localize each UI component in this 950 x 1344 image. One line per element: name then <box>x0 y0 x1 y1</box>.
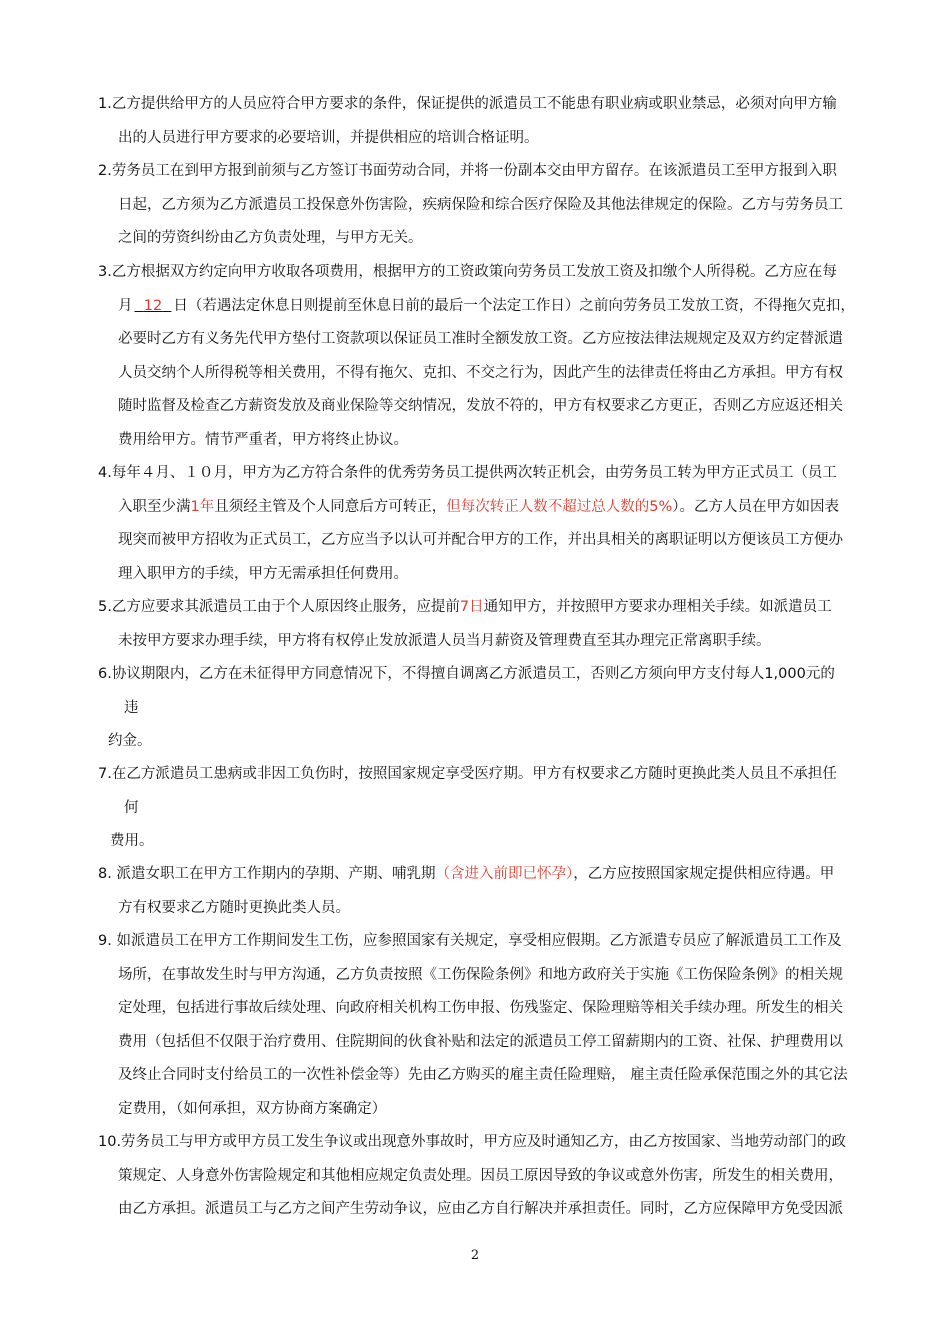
highlight-text: 1年 <box>190 498 215 515</box>
clause-line: 日起，乙方须为乙方派遣员工投保意外伤害险，疾病保险和综合医疗保险及其他法律规定的保险。乙方与劳务员工 <box>118 196 843 213</box>
clause-line: 由乙方承担。派遣员工与乙方之间产生劳动争议，应由乙方自行解决并承担责任。同时，乙方应保障甲方免受因派 <box>118 1201 843 1217</box>
clause-10 <box>98 1126 888 1227</box>
clause-line <box>98 290 888 324</box>
clause-line <box>98 491 888 525</box>
pay-day-value: 12 <box>143 297 163 314</box>
clause-line: 3.乙方根据双方约定向甲方收取各项费用，根据甲方的工资政策向劳务员工发放工资及扣缴个人所得税。乙方应在每 <box>98 264 837 280</box>
clause-line: 7.在乙方派遣员工患病或非因工负伤时，按照国家规定享受医疗期。甲方有权要求乙方随时更换此类人员且不承担任 <box>98 766 837 782</box>
clause-line: 理入职甲方的手续，甲方无需承担任何费用。 <box>118 565 408 582</box>
clause-line: 场所，在事故发生时与甲方沟通，乙方负责按照《工伤保险条例》和地方政府关于实施《工伤保险条例》的相关规 <box>118 966 843 983</box>
clause-9 <box>98 925 888 1126</box>
pay-day-underline <box>133 298 174 314</box>
clause-text: 月 <box>118 297 133 314</box>
clause-2 <box>98 155 888 256</box>
clause-line: 及终止合同时支付给员工的一次性补偿金等）先由乙方购买的雇主责任险理赔， 雇主责任险承保范围之外的其它法 <box>118 1067 848 1083</box>
clause-8 <box>98 858 888 925</box>
highlight-text: 但每次转正人数不超过总人数的5% <box>446 498 673 515</box>
clause-line: 之间的劳资纠纷由乙方负责处理，与甲方无关。 <box>118 230 423 246</box>
clause-line: 出的人员进行甲方要求的必要培训，并提供相应的培训合格证明。 <box>118 129 539 146</box>
clause-line: 约金。 <box>108 733 152 749</box>
clause-6 <box>98 658 888 759</box>
clause-line: 6.协议期限内，乙方在未征得甲方同意情况下，不得擅自调离乙方派遣员工，否则乙方须向甲方支付每人1,000元的 <box>98 666 835 682</box>
clause-line: 费用（包括但不仅限于治疗费用、住院期间的伙食补贴和法定的派遣员工停工留薪期内的工资、社保、护理费用以 <box>118 1033 843 1050</box>
clause-line: 定费用，（如何承担，双方协商方案确定） <box>118 1100 387 1117</box>
highlight-text: （含进入前即已怀孕） <box>435 866 574 882</box>
clause-line: 现突而被甲方招收为正式员工，乙方应当予以认可并配合甲方的工作，并出具相关的离职证明以方便该员工方便办 <box>118 532 843 548</box>
clause-text: ）。乙方人员在甲方如因表 <box>672 498 839 515</box>
clause-7 <box>98 758 888 859</box>
clause-4 <box>98 457 888 591</box>
clause-line: 何 <box>124 799 139 816</box>
clause-line: 方有权要求乙方随时更换此类人员。 <box>118 899 350 916</box>
page-number: 2 <box>470 1248 480 1263</box>
clause-line: 1.乙方提供给甲方的人员应符合甲方要求的条件，保证提供的派遣员工不能患有职业病或职业禁忌，必须对向甲方输 <box>98 96 837 112</box>
clause-line: 策规定、人身意外伤害险规定和其他相应规定负责处理。因员工原因导致的争议或意外伤害，所发生的相关费用， <box>118 1167 843 1184</box>
clause-line <box>98 591 888 625</box>
clause-text: ，乙方应按照国家规定提供相应待遇。甲 <box>573 866 835 882</box>
clause-line: 未按甲方要求办理手续，甲方将有权停止发放派遣人员当月薪资及管理费直至其办理完正常离职手续。 <box>118 632 771 649</box>
clause-line <box>98 858 888 892</box>
clause-line: 10.劳务员工与甲方或甲方员工发生争议或出现意外事故时，甲方应及时通知乙方，由乙方按国家、当地劳动部门的政 <box>98 1134 847 1150</box>
clause-text: 通知甲方，并按照甲方要求办理相关手续。如派遣员工 <box>483 599 832 615</box>
clause-line: 费用。 <box>110 833 154 849</box>
clause-line: 9. 如派遣员工在甲方工作期间发生工伤，应参照国家有关规定，享受相应假期。乙方派遣专员应了解派遣员工工作及 <box>98 933 842 949</box>
clause-3 <box>98 256 888 457</box>
highlight-text: 7日 <box>459 599 484 615</box>
clause-line: 必要时乙方有义务先代甲方垫付工资款项以保证员工准时全额发放工资。乙方应按法律法规规定及双方约定替派遣 <box>118 331 843 347</box>
clause-text: 5.乙方应要求其派遣员工由于个人原因终止服务，应提前 <box>98 599 460 615</box>
clause-line: 人员交纳个人所得税等相关费用，不得有拖欠、克扣、不交之行为，因此产生的法律责任将由乙方承担。甲方有权 <box>118 364 843 381</box>
clause-line: 随时监督及检查乙方薪资发放及商业保险等交纳情况，发放不符的，甲方有权要求乙方更正，否则乙方应返还相关 <box>118 398 843 414</box>
clause-line: 费用给甲方。情节严重者，甲方将终止协议。 <box>118 431 408 448</box>
clause-text: 日（若遇法定休息日则提前至休息日前的最后一个法定工作日）之前向劳务员工发放工资，不得拖欠克扣， <box>173 297 855 314</box>
clause-line: 违 <box>124 699 139 716</box>
clause-5 <box>98 591 888 658</box>
clause-text: 8. 派遣女职工在甲方工作期内的孕期、产期、哺乳期 <box>98 866 436 882</box>
clause-1 <box>98 88 888 155</box>
clause-line: 2.劳务员工在到甲方报到前须与乙方签订书面劳动合同，并将一份副本交由甲方留存。在该派遣员工至甲方报到入职 <box>98 163 837 179</box>
clause-text: 入职至少满 <box>118 498 191 515</box>
clause-line: 4.每年４月、１０月，甲方为乙方符合条件的优秀劳务员工提供两次转正机会，由劳务员工转为甲方正式员工（员工 <box>98 465 837 481</box>
clause-text: 且须经主管及个人同意后方可转正， <box>214 498 447 515</box>
clause-line: 定处理，包括进行事故后续处理、向政府相关机构工伤申报、伤残鉴定、保险理赔等相关手续办理。所发生的相关 <box>118 1000 843 1016</box>
